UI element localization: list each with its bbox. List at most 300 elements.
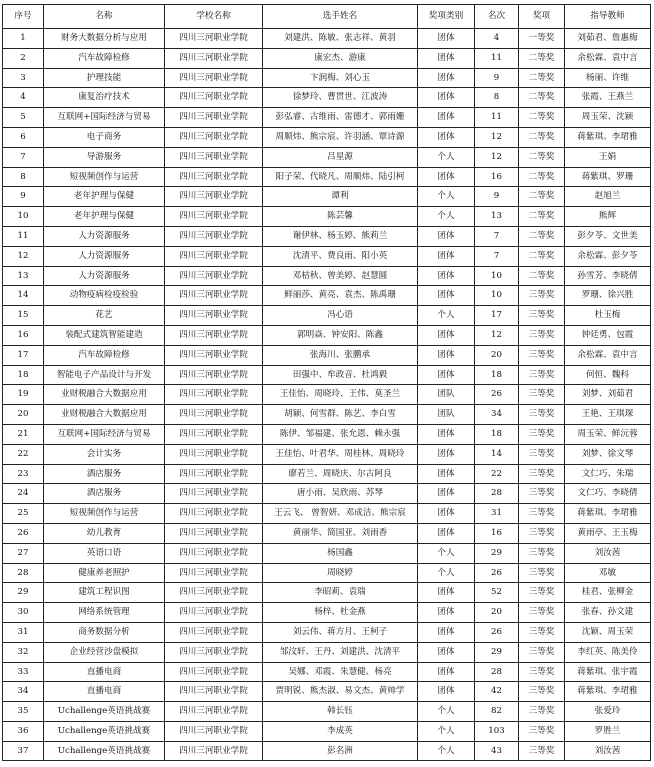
- header-competition-name: 名称: [44, 5, 165, 29]
- cell-award-category: 团体: [418, 29, 475, 49]
- cell-index: 35: [3, 702, 44, 722]
- cell-rank: 18: [475, 424, 519, 444]
- cell-award: 三等奖: [519, 504, 565, 524]
- cell-index: 9: [3, 187, 44, 207]
- cell-instructors: 刘茹君、詹惠梅: [565, 29, 651, 49]
- table-row: [3, 682, 651, 702]
- cell-competition-name: 健康养老照护: [44, 563, 165, 583]
- cell-index: 21: [3, 424, 44, 444]
- cell-award-category: 团体: [418, 226, 475, 246]
- header-school-name: 学校名称: [165, 5, 263, 29]
- cell-contestants: 周顺炜、熊宗宸、许羽涵、覃诗源: [263, 127, 418, 147]
- cell-award-category: 团体: [418, 68, 475, 88]
- header-contestants: 选手姓名: [263, 5, 418, 29]
- cell-award: 三等奖: [519, 385, 565, 405]
- cell-award-category: 团体: [418, 108, 475, 128]
- cell-rank: 12: [475, 325, 519, 345]
- cell-award-category: 团队: [418, 405, 475, 425]
- cell-award-category: 个人: [418, 563, 475, 583]
- cell-competition-name: 短视频创作与运营: [44, 167, 165, 187]
- cell-rank: 9: [475, 68, 519, 88]
- table-row: [3, 246, 651, 266]
- cell-rank: 10: [475, 286, 519, 306]
- cell-award-category: 个人: [418, 741, 475, 761]
- cell-school-name: 四川三河职业学院: [165, 464, 263, 484]
- cell-school-name: 四川三河职业学院: [165, 642, 263, 662]
- cell-school-name: 四川三河职业学院: [165, 622, 263, 642]
- table-row: [3, 583, 651, 603]
- cell-rank: 28: [475, 662, 519, 682]
- cell-award-category: 团体: [418, 622, 475, 642]
- table-row: [3, 702, 651, 722]
- cell-school-name: 四川三河职业学院: [165, 662, 263, 682]
- cell-school-name: 四川三河职业学院: [165, 266, 263, 286]
- cell-instructors: 沈颖、周玉荣: [565, 622, 651, 642]
- cell-competition-name: 企业经营沙盘模拟: [44, 642, 165, 662]
- cell-school-name: 四川三河职业学院: [165, 543, 263, 563]
- cell-competition-name: 英语口语: [44, 543, 165, 563]
- cell-index: 1: [3, 29, 44, 49]
- cell-award: 三等奖: [519, 702, 565, 722]
- cell-instructors: 杨丽、许维: [565, 68, 651, 88]
- cell-competition-name: 业财税融合大数据应用: [44, 405, 165, 425]
- cell-award-category: 个人: [418, 306, 475, 326]
- cell-contestants: 唐小雨、吴欣雨、苏琴: [263, 484, 418, 504]
- cell-award-category: 团体: [418, 88, 475, 108]
- table-row: [3, 444, 651, 464]
- cell-school-name: 四川三河职业学院: [165, 563, 263, 583]
- cell-award-category: 团体: [418, 127, 475, 147]
- cell-index: 27: [3, 543, 44, 563]
- cell-award-category: 团体: [418, 662, 475, 682]
- cell-rank: 20: [475, 603, 519, 623]
- cell-award: 三等奖: [519, 622, 565, 642]
- cell-rank: 11: [475, 108, 519, 128]
- cell-competition-name: 酒店服务: [44, 484, 165, 504]
- cell-instructors: 蒋紫琪、李珺雅: [565, 504, 651, 524]
- cell-award: 三等奖: [519, 325, 565, 345]
- cell-instructors: 刘汝茜: [565, 543, 651, 563]
- cell-competition-name: 财务大数据分析与应用: [44, 29, 165, 49]
- cell-index: 7: [3, 147, 44, 167]
- cell-instructors: 文仁巧、朱瑞: [565, 464, 651, 484]
- cell-contestants: 廖若兰、周晓庆、尔古阿良: [263, 464, 418, 484]
- cell-index: 34: [3, 682, 44, 702]
- cell-rank: 18: [475, 365, 519, 385]
- cell-competition-name: 动物疫病检疫检验: [44, 286, 165, 306]
- cell-award-category: 团体: [418, 682, 475, 702]
- cell-index: 18: [3, 365, 44, 385]
- cell-contestants: 谢伊林、杨玉婷、熊莉兰: [263, 226, 418, 246]
- cell-award: 三等奖: [519, 662, 565, 682]
- cell-instructors: 杜玉梅: [565, 306, 651, 326]
- cell-instructors: 钟廷勇、包霞: [565, 325, 651, 345]
- cell-index: 11: [3, 226, 44, 246]
- table-row: [3, 464, 651, 484]
- cell-award-category: 团体: [418, 246, 475, 266]
- cell-award: 二等奖: [519, 207, 565, 227]
- table-row: [3, 563, 651, 583]
- cell-contestants: 彭弘睿、古维雨、雷德才、郭雨姗: [263, 108, 418, 128]
- cell-school-name: 四川三河职业学院: [165, 88, 263, 108]
- table-row: [3, 424, 651, 444]
- cell-rank: 26: [475, 563, 519, 583]
- table-row: [3, 484, 651, 504]
- cell-rank: 7: [475, 226, 519, 246]
- cell-competition-name: 汽车故障检修: [44, 48, 165, 68]
- cell-contestants: 李昭莉、袁瑞: [263, 583, 418, 603]
- cell-contestants: 彭名洲: [263, 741, 418, 761]
- cell-instructors: 刘汝茜: [565, 741, 651, 761]
- cell-award-category: 团体: [418, 365, 475, 385]
- cell-school-name: 四川三河职业学院: [165, 603, 263, 623]
- cell-competition-name: 电子商务: [44, 127, 165, 147]
- cell-award-category: 团体: [418, 484, 475, 504]
- cell-award: 三等奖: [519, 603, 565, 623]
- cell-award: 二等奖: [519, 48, 565, 68]
- cell-competition-name: 互联网+国际经济与贸易: [44, 424, 165, 444]
- cell-index: 14: [3, 286, 44, 306]
- table-row: [3, 127, 651, 147]
- table-row: [3, 147, 651, 167]
- header-rank: 名次: [475, 5, 519, 29]
- table-row: [3, 405, 651, 425]
- cell-award: 三等奖: [519, 286, 565, 306]
- cell-rank: 29: [475, 543, 519, 563]
- cell-contestants: 沈清平、费良雨、阳小英: [263, 246, 418, 266]
- cell-competition-name: 会计实务: [44, 444, 165, 464]
- header-row: [3, 5, 651, 29]
- cell-rank: 20: [475, 345, 519, 365]
- cell-award-category: 团体: [418, 48, 475, 68]
- cell-index: 29: [3, 583, 44, 603]
- cell-rank: 7: [475, 246, 519, 266]
- cell-contestants: 贾明锐、熊杰淑、易文杰、黄帅学: [263, 682, 418, 702]
- cell-competition-name: 装配式建筑智能建造: [44, 325, 165, 345]
- cell-school-name: 四川三河职业学院: [165, 365, 263, 385]
- table-row: [3, 48, 651, 68]
- table-row: [3, 385, 651, 405]
- cell-contestants: 周晓婷: [263, 563, 418, 583]
- cell-award-category: 团队: [418, 385, 475, 405]
- cell-award: 二等奖: [519, 88, 565, 108]
- cell-rank: 11: [475, 48, 519, 68]
- cell-index: 8: [3, 167, 44, 187]
- cell-instructors: 李红英、陈美伶: [565, 642, 651, 662]
- table-row: [3, 365, 651, 385]
- table-row: [3, 207, 651, 227]
- cell-award: 三等奖: [519, 484, 565, 504]
- cell-competition-name: Uchallenge英语挑战赛: [44, 741, 165, 761]
- cell-contestants: 杨梓、杜金燕: [263, 603, 418, 623]
- cell-school-name: 四川三河职业学院: [165, 741, 263, 761]
- cell-award: 二等奖: [519, 108, 565, 128]
- cell-instructors: 赵旭兰: [565, 187, 651, 207]
- cell-award: 三等奖: [519, 345, 565, 365]
- table-row: [3, 68, 651, 88]
- cell-index: 4: [3, 88, 44, 108]
- cell-index: 24: [3, 484, 44, 504]
- cell-rank: 103: [475, 721, 519, 741]
- cell-rank: 42: [475, 682, 519, 702]
- cell-rank: 22: [475, 464, 519, 484]
- cell-award: 三等奖: [519, 642, 565, 662]
- cell-instructors: 罗珊、徐兴胜: [565, 286, 651, 306]
- cell-instructors: 余松霖、彭夕苓: [565, 246, 651, 266]
- cell-school-name: 四川三河职业学院: [165, 444, 263, 464]
- cell-contestants: 张海川、张鹏承: [263, 345, 418, 365]
- cell-school-name: 四川三河职业学院: [165, 226, 263, 246]
- table-row: [3, 741, 651, 761]
- cell-contestants: 康宏杰、游康: [263, 48, 418, 68]
- cell-index: 25: [3, 504, 44, 524]
- cell-rank: 52: [475, 583, 519, 603]
- cell-contestants: 陈伊、邹福建、张允恩、赖永强: [263, 424, 418, 444]
- cell-rank: 9: [475, 187, 519, 207]
- cell-award: 二等奖: [519, 167, 565, 187]
- cell-contestants: 邹汶轩、王丹、刘建洪、沈清平: [263, 642, 418, 662]
- cell-school-name: 四川三河职业学院: [165, 207, 263, 227]
- cell-award: 三等奖: [519, 444, 565, 464]
- cell-index: 22: [3, 444, 44, 464]
- cell-contestants: 刘建洪、陈敏、张志祥、黄羽: [263, 29, 418, 49]
- cell-award: 三等奖: [519, 464, 565, 484]
- cell-rank: 8: [475, 88, 519, 108]
- cell-index: 5: [3, 108, 44, 128]
- cell-competition-name: 建筑工程识图: [44, 583, 165, 603]
- cell-award: 三等奖: [519, 563, 565, 583]
- cell-instructors: 黄雨亭、王玉梅: [565, 523, 651, 543]
- cell-instructors: 蒋紫琪、李珺雅: [565, 127, 651, 147]
- cell-contestants: 阳子荣、代晓凡、周顺炜、陆引柯: [263, 167, 418, 187]
- cell-rank: 26: [475, 385, 519, 405]
- cell-instructors: 王娟: [565, 147, 651, 167]
- cell-award-category: 团体: [418, 583, 475, 603]
- cell-competition-name: 护理技能: [44, 68, 165, 88]
- cell-index: 23: [3, 464, 44, 484]
- table-row: [3, 523, 651, 543]
- cell-competition-name: 幼儿教育: [44, 523, 165, 543]
- cell-instructors: 文仁巧、李晓倩: [565, 484, 651, 504]
- cell-competition-name: 人力资源服务: [44, 226, 165, 246]
- cell-instructors: 蒋紫琪、罗珊: [565, 167, 651, 187]
- cell-competition-name: 智能电子产品设计与开发: [44, 365, 165, 385]
- cell-contestants: 卞润梅、刘心玉: [263, 68, 418, 88]
- cell-rank: 16: [475, 523, 519, 543]
- cell-competition-name: 导游服务: [44, 147, 165, 167]
- cell-rank: 4: [475, 29, 519, 49]
- cell-index: 28: [3, 563, 44, 583]
- cell-contestants: 胡颖、何雪群、陈艺、李白雪: [263, 405, 418, 425]
- table-row: [3, 226, 651, 246]
- table-row: [3, 622, 651, 642]
- cell-rank: 31: [475, 504, 519, 524]
- cell-instructors: 张爱玲: [565, 702, 651, 722]
- cell-competition-name: 网络系统管理: [44, 603, 165, 623]
- table-row: [3, 662, 651, 682]
- table-row: [3, 543, 651, 563]
- cell-competition-name: 人力资源服务: [44, 246, 165, 266]
- cell-award-category: 个人: [418, 543, 475, 563]
- cell-contestants: 王佳怡、叶君华、周桂林、周晓玲: [263, 444, 418, 464]
- cell-instructors: 孙雪芳、李晓倩: [565, 266, 651, 286]
- cell-index: 33: [3, 662, 44, 682]
- cell-rank: 10: [475, 266, 519, 286]
- cell-instructors: 蒋紫琪、张宇霞: [565, 662, 651, 682]
- cell-competition-name: Uchallenge英语挑战赛: [44, 721, 165, 741]
- table-row: [3, 325, 651, 345]
- cell-competition-name: 直播电商: [44, 662, 165, 682]
- cell-instructors: 桂君、张柳金: [565, 583, 651, 603]
- cell-award-category: 个人: [418, 702, 475, 722]
- cell-competition-name: 直播电商: [44, 682, 165, 702]
- cell-award: 二等奖: [519, 226, 565, 246]
- cell-instructors: 蒋紫琪、李珺雅: [565, 682, 651, 702]
- cell-competition-name: 康复治疗技术: [44, 88, 165, 108]
- cell-award: 三等奖: [519, 405, 565, 425]
- table-row: [3, 167, 651, 187]
- cell-contestants: 黄丽华、简国亚、刘雨香: [263, 523, 418, 543]
- cell-contestants: 陈芸馨: [263, 207, 418, 227]
- cell-award: 三等奖: [519, 424, 565, 444]
- cell-index: 19: [3, 385, 44, 405]
- table-row: [3, 721, 651, 741]
- cell-award-category: 团体: [418, 603, 475, 623]
- cell-school-name: 四川三河职业学院: [165, 286, 263, 306]
- cell-contestants: 邓桔秋、曾美婷、赵慧圆: [263, 266, 418, 286]
- cell-competition-name: 汽车故障检修: [44, 345, 165, 365]
- cell-award: 三等奖: [519, 365, 565, 385]
- cell-index: 26: [3, 523, 44, 543]
- table-row: [3, 187, 651, 207]
- cell-rank: 43: [475, 741, 519, 761]
- cell-school-name: 四川三河职业学院: [165, 385, 263, 405]
- cell-school-name: 四川三河职业学院: [165, 187, 263, 207]
- cell-competition-name: 短视频创作与运营: [44, 504, 165, 524]
- cell-school-name: 四川三河职业学院: [165, 48, 263, 68]
- cell-rank: 16: [475, 167, 519, 187]
- cell-contestants: 韩长钰: [263, 702, 418, 722]
- cell-award-category: 团体: [418, 504, 475, 524]
- cell-award-category: 个人: [418, 187, 475, 207]
- cell-award-category: 团体: [418, 464, 475, 484]
- cell-award: 二等奖: [519, 187, 565, 207]
- cell-school-name: 四川三河职业学院: [165, 702, 263, 722]
- cell-contestants: 吴娜、邓霞、朱慧健、杨亮: [263, 662, 418, 682]
- table-row: [3, 266, 651, 286]
- cell-index: 15: [3, 306, 44, 326]
- cell-index: 3: [3, 68, 44, 88]
- cell-instructors: 刘梦、徐文琴: [565, 444, 651, 464]
- cell-award: 二等奖: [519, 266, 565, 286]
- cell-contestants: 郭明焱、钟安阳、陈鑫: [263, 325, 418, 345]
- cell-instructors: 刘梦、刘茹君: [565, 385, 651, 405]
- cell-school-name: 四川三河职业学院: [165, 682, 263, 702]
- cell-award: 三等奖: [519, 682, 565, 702]
- cell-award: 三等奖: [519, 543, 565, 563]
- cell-award: 二等奖: [519, 68, 565, 88]
- cell-rank: 12: [475, 147, 519, 167]
- cell-instructors: 周玉荣、沈颖: [565, 108, 651, 128]
- cell-instructors: 罗胜兰: [565, 721, 651, 741]
- cell-award-category: 团体: [418, 266, 475, 286]
- cell-index: 12: [3, 246, 44, 266]
- cell-contestants: 王佳怡、周晓玲、王伟、莫圣兰: [263, 385, 418, 405]
- cell-school-name: 四川三河职业学院: [165, 721, 263, 741]
- cell-rank: 13: [475, 207, 519, 227]
- cell-index: 17: [3, 345, 44, 365]
- cell-award: 三等奖: [519, 741, 565, 761]
- cell-school-name: 四川三河职业学院: [165, 583, 263, 603]
- cell-instructors: 余松霖、袁中言: [565, 48, 651, 68]
- table-row: [3, 306, 651, 326]
- cell-contestants: 谭利: [263, 187, 418, 207]
- cell-instructors: 熊辉: [565, 207, 651, 227]
- cell-school-name: 四川三河职业学院: [165, 504, 263, 524]
- table-row: [3, 642, 651, 662]
- cell-award-category: 个人: [418, 147, 475, 167]
- cell-rank: 17: [475, 306, 519, 326]
- cell-award-category: 个人: [418, 207, 475, 227]
- awards-table-container: [2, 4, 651, 761]
- cell-school-name: 四川三河职业学院: [165, 345, 263, 365]
- cell-rank: 26: [475, 622, 519, 642]
- cell-index: 20: [3, 405, 44, 425]
- cell-award: 二等奖: [519, 246, 565, 266]
- cell-award: 三等奖: [519, 306, 565, 326]
- cell-index: 31: [3, 622, 44, 642]
- cell-school-name: 四川三河职业学院: [165, 167, 263, 187]
- cell-index: 30: [3, 603, 44, 623]
- cell-award: 一等奖: [519, 29, 565, 49]
- cell-index: 36: [3, 721, 44, 741]
- cell-award-category: 团体: [418, 444, 475, 464]
- cell-instructors: 张霞、王燕兰: [565, 88, 651, 108]
- cell-award-category: 团体: [418, 642, 475, 662]
- cell-award-category: 团体: [418, 345, 475, 365]
- cell-competition-name: Uchallenge英语挑战赛: [44, 702, 165, 722]
- cell-contestants: 鲜丽莎、黄亮、袁杰、陈禹珊: [263, 286, 418, 306]
- cell-award: 二等奖: [519, 147, 565, 167]
- cell-school-name: 四川三河职业学院: [165, 306, 263, 326]
- cell-instructors: 余松霖、袁中言: [565, 345, 651, 365]
- cell-competition-name: 花艺: [44, 306, 165, 326]
- cell-competition-name: 老年护理与保健: [44, 207, 165, 227]
- cell-index: 32: [3, 642, 44, 662]
- cell-award-category: 团体: [418, 167, 475, 187]
- cell-instructors: 何恒、魏科: [565, 365, 651, 385]
- cell-rank: 29: [475, 642, 519, 662]
- cell-index: 13: [3, 266, 44, 286]
- table-header: [3, 5, 651, 29]
- cell-index: 10: [3, 207, 44, 227]
- cell-award: 二等奖: [519, 127, 565, 147]
- cell-contestants: 冯心语: [263, 306, 418, 326]
- cell-school-name: 四川三河职业学院: [165, 484, 263, 504]
- cell-competition-name: 人力资源服务: [44, 266, 165, 286]
- cell-contestants: 刘云伟、蒋方月、王柯子: [263, 622, 418, 642]
- cell-school-name: 四川三河职业学院: [165, 424, 263, 444]
- cell-contestants: 李成英: [263, 721, 418, 741]
- table-row: [3, 108, 651, 128]
- cell-index: 16: [3, 325, 44, 345]
- table-row: [3, 603, 651, 623]
- cell-index: 2: [3, 48, 44, 68]
- cell-award-category: 团体: [418, 424, 475, 444]
- cell-award-category: 个人: [418, 721, 475, 741]
- cell-rank: 12: [475, 127, 519, 147]
- cell-award-category: 团体: [418, 523, 475, 543]
